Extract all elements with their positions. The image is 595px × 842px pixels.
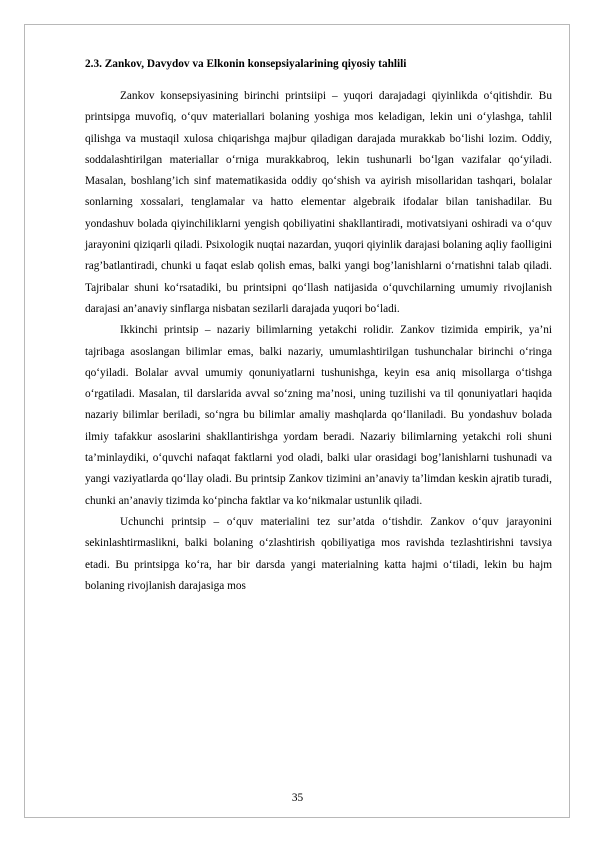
page-number: 35 — [291, 792, 304, 804]
paragraph-third-principle: Uchunchi printsip – o‘quv materialini tez sur’atda o‘tishdir. Zankov o‘quv jarayonini sekinlashtirmaslikni, balki bolaning o‘zlashtirish qobiliyatiga mos ravishda tezlashtirishni tavsiya etadi. Bu printsipga ko‘ra, har bir darsda yangi materialning katta hajmi o‘tiladi, lekin bu hajm bolaning rivojlanish darajasiga mos — [85, 515, 552, 592]
paragraph-second-principle: Ikkinchi printsip – nazariy bilimlarning yetakchi rolidir. Zankov tizimida empirik, ya’ni tajribaga asoslangan bilimlar emas, balki nazariy, umumlashtirilgan tushunchalar birinchi o‘ringa qo‘yiladi. Bolalar avval umumiy qonuniyatlarni tushunishga, keyin esa aniq misollarga o‘tishga o‘rgatiladi. Masalan, til darslarida avval so‘zning ma’nosi, uning tuzilishi va til qonuniyatlari haqida nazariy bilimlar beriladi, so‘ngra bu bilimlar amaliy mashqlarda qo‘llaniladi. Bu yondashuv bolada ilmiy tafakkur asoslarini shakllantirishga yordam beradi. Nazariy bilimlarning yetakchi roli shuni ta’minlaydiki, o‘quvchi nafaqat faktlarni yod oladi, balki ular orasidagi bog’lanishlarni tushunadi va yangi vaziyatlarda qo‘llay oladi. Bu printsip Zankov tizimini an’anaviy ta’limdan keskin ajratib turadi, chunki an’anaviy tizimda ko‘pincha faktlar va ko‘nikmalar ustunlik qiladi. — [85, 324, 552, 507]
section-heading: 2.3. Zankov, Davydov va Elkonin konsepsiyalarining qiyosiy tahlili — [85, 58, 407, 70]
paragraph-first-principle: Zankov konsepsiyasining birinchi printsiipi – yuqori darajadagi qiyinlikda o‘qitishdir. Bu printsipga muvofiq, o‘quv materiallari bolaning yoshiga mos keladigan, lekin uni o‘ylashga, tahlil qilishga va mustaqil xulosa chiqarishga majbur qiladigan darajada murakkab bo‘lishi lozim. Oddiy, soddalashtirilgan materiallar o‘rniga murakkabroq, lekin tushunarli bo‘lgan vazifalar qo‘yiladi. Masalan, boshlang’ich sinf matematikasida oddiy qo‘shish va ayirish misollaridan tashqari, bolalar sonlarning xossalari, tenglamalar va hatto elementar algebraik ifodalar bilan tanishadilar. Bu yondashuv bolada qiyinchiliklarni yengish qobiliyatini shakllantiradi, motivatsiyani oshiradi va o‘quv jarayonini qiziqarli qiladi. Psixologik nuqtai nazardan, yuqori qiyinlik darajasi bolaning aqliy faolligini rag’batlantiradi, chunki u faqat eslab qolish emas, balki yangi bog’lanishlarni o‘rnatishni talab qiladi. Tajribalar shuni ko‘rsatadiki, bu printsipni qo‘llash natijasida o‘quvchilarning umumiy rivojlanish darajasi an’anaviy sinflarga nisbatan sezilarli darajada yuqori bo‘ladi. — [85, 90, 552, 315]
page-content — [85, 57, 552, 597]
